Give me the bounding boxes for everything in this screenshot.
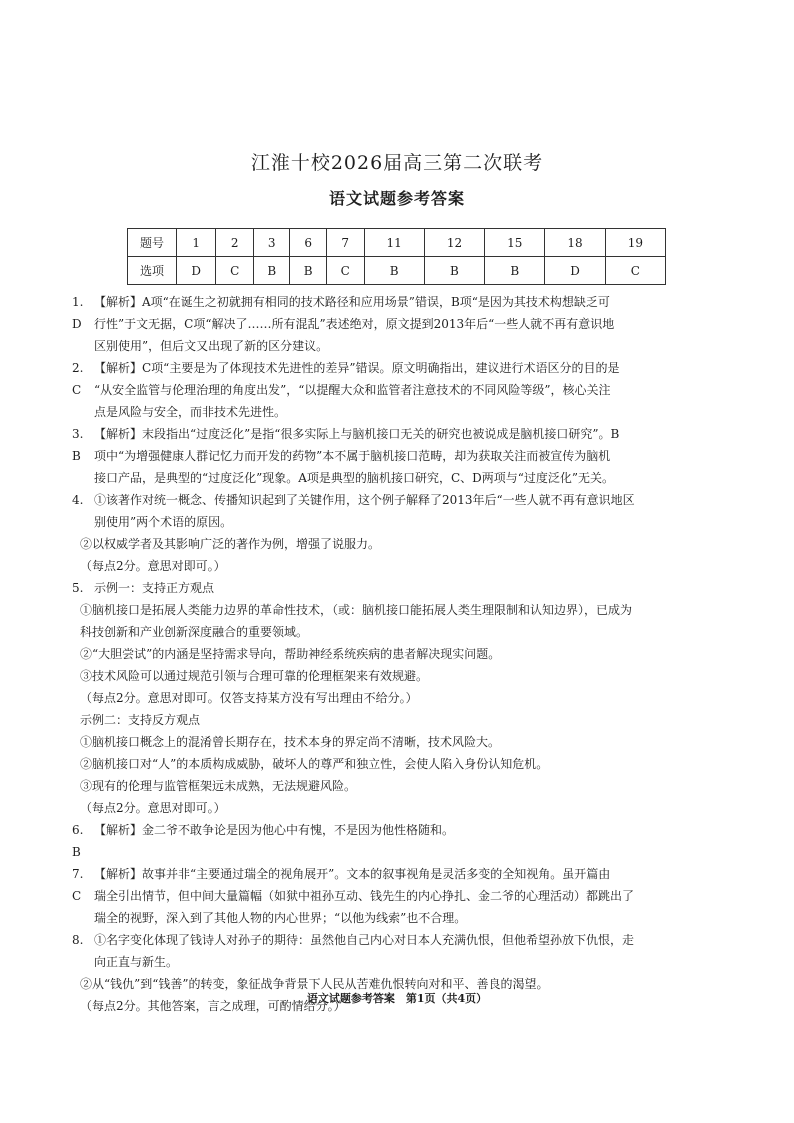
- item-number: 7. C: [72, 867, 84, 903]
- answer-option: B: [290, 257, 326, 285]
- question-number: 1: [177, 229, 216, 257]
- item-line: “从安全监管与伦理治理的角度出发”，“以提醒大众和监管者注意技术的不同风险等级”，核心关注: [94, 383, 611, 397]
- answer-table-number-row: [128, 229, 666, 257]
- item-line: 区别使用”，但后文又出现了新的区分建议。: [94, 339, 329, 353]
- item-subline: ②以权威学者及其影响广泛的著作为例，增强了说服力。: [80, 537, 381, 551]
- answer-option: B: [424, 257, 484, 285]
- document-subtitle: 语文试题参考答案: [328, 189, 465, 208]
- answer-option: B: [364, 257, 424, 285]
- answer-option: D: [177, 257, 216, 285]
- answer-option: B: [485, 257, 545, 285]
- question-number: 12: [424, 229, 484, 257]
- item-subline: （每点2分。意思对即可。）: [80, 801, 226, 815]
- answer-table-option-row: [128, 257, 666, 285]
- item-line: ①该著作对统一概念、传播知识起到了关键作用，这个例子解释了2013年后“一些人就不再有意识地区: [94, 493, 635, 507]
- question-number: 7: [326, 229, 364, 257]
- answer-item-1: [72, 291, 724, 357]
- item-body: [94, 291, 724, 357]
- item-subline: ②脑机接口对“人”的本质构成威胁，破坏人的尊严和独立性，会使人陷入身份认知危机。: [80, 757, 549, 771]
- item-number: 2. C: [72, 361, 84, 397]
- item-line: ①名字变化体现了钱诗人对孙子的期待：虽然他自己内心对日本人充满仇恨，但他希望孙放下仇恨，走: [94, 933, 635, 947]
- item-number: 4.: [72, 493, 84, 507]
- answer-option: C: [605, 257, 665, 285]
- answer-item-7: [72, 863, 724, 929]
- item-line: 示例一：支持正方观点: [94, 581, 215, 595]
- answer-option: D: [545, 257, 605, 285]
- question-number: 2: [216, 229, 254, 257]
- item-line: 别使用”两个术语的原因。: [94, 515, 233, 529]
- item-subline: ①脑机接口概念上的混淆曾长期存在，技术本身的界定尚不清晰，技术风险大。: [80, 735, 501, 749]
- item-subline: （每点2分。意思对即可。仅答支持某方没有写出理由不给分。）: [80, 691, 418, 705]
- item-line: 【解析】故事并非“主要通过瑞全的视角展开”。文本的叙事视角是灵活多变的全知视角。虽开篇由: [94, 867, 611, 881]
- item-subline: （每点2分。意思对即可。）: [80, 559, 226, 573]
- answer-item-3: [72, 423, 724, 489]
- answer-item-6: [72, 819, 724, 863]
- answer-item-4: [72, 489, 724, 533]
- answer-explanations: [72, 291, 724, 1017]
- item-line: 【解析】末段指出“过度泛化”是指“很多实际上与脑机接口无关的研究也被说成是脑机接口研究”。B: [94, 427, 620, 441]
- answer-option: C: [326, 257, 364, 285]
- answer-option: B: [254, 257, 290, 285]
- item-body: [94, 489, 724, 533]
- item-subline: ②“大胆尝试”的内涵是坚持需求导向，帮助神经系统疾病的患者解决现实问题。: [80, 647, 501, 661]
- item-line: 【解析】A项“在诞生之初就拥有相同的技术路径和应用场景”错误，B项“是因为其技术构想缺乏可: [94, 295, 610, 309]
- item-body: [94, 577, 724, 599]
- item-body: [94, 357, 724, 423]
- document-title: 江淮十校2026届高三第二次联考: [250, 152, 544, 174]
- answer-item-2: [72, 357, 724, 423]
- item-line: 瑞全的视野，深入到了其他人物的内心世界；“以他为线索”也不合理。: [94, 911, 467, 925]
- item-subline: ③技术风险可以通过规范引领与合理可靠的伦理框架来有效规避。: [80, 669, 429, 683]
- item-body: [94, 819, 724, 863]
- question-number: 3: [254, 229, 290, 257]
- item-body: [94, 929, 724, 973]
- answer-item-8: [72, 929, 724, 973]
- item-line: 【解析】金二爷不敢争论是因为他心中有愧，不是因为他性格随和。: [94, 823, 455, 837]
- item-number: 5.: [72, 581, 84, 595]
- item-subline: 科技创新和产业创新深度融合的重要领域。: [80, 625, 309, 639]
- question-number: 19: [605, 229, 665, 257]
- item-line: 瑞全引出情节，但中间大量篇幅（如狱中祖孙互动、钱先生的内心挣扎、金二爷的心理活动）都跳出了: [94, 889, 635, 903]
- answer-option: C: [216, 257, 254, 285]
- item-subline: ②从“钱仇”到“钱善”的转变，象征战争背景下人民从苦难仇恨转向对和平、善良的渴望。: [80, 977, 549, 991]
- item-line: 行性”于文无据，C项“解决了……所有混乱”表述绝对，原文提到2013年后“一些人就不再有意识地: [94, 317, 615, 331]
- item-line: 【解析】C项“主要是为了体现技术先进性的差异”错误。原文明确指出，建议进行术语区分的目的是: [94, 361, 620, 375]
- item-subline: ①脑机接口是拓展人类能力边界的革命性技术，（或：脑机接口能拓展人类生理限制和认知边界），已成为: [80, 603, 633, 617]
- item-subline: ③现有的伦理与监管框架远未成熟，无法规避风险。: [80, 779, 357, 793]
- answer-item-5: [72, 577, 724, 599]
- question-number: 15: [485, 229, 545, 257]
- item-subline: 示例二：支持反方观点: [80, 713, 201, 727]
- item-subline: （每点2分。其他答案，言之成理，可酌情给分。）: [80, 999, 346, 1013]
- question-number: 6: [290, 229, 326, 257]
- answer-table: [127, 228, 666, 285]
- question-number: 11: [364, 229, 424, 257]
- page-footer: 语文试题参考答案 第1页（共4页）: [306, 992, 488, 1005]
- item-number: 1. D: [72, 295, 84, 331]
- item-line: 项中“为增强健康人群记忆力而开发的药物”本不属于脑机接口范畴，却为获取关注而被宣传为脑机: [94, 449, 611, 463]
- item-body: [94, 423, 724, 489]
- item-number: 8.: [72, 933, 84, 947]
- row-label-option: 选项: [128, 257, 177, 285]
- item-body: [94, 863, 724, 929]
- item-number: 3. B: [72, 427, 84, 463]
- item-line: 接口产品，是典型的“过度泛化”现象。A项是典型的脑机接口研究，C、D两项与“过度泛化”无关。: [94, 471, 615, 485]
- item-line: 点是风险与安全，而非技术先进性。: [94, 405, 287, 419]
- item-line: 向正直与新生。: [94, 955, 179, 969]
- row-label-number: 题号: [128, 229, 177, 257]
- item-number: 6. B: [72, 823, 84, 859]
- question-number: 18: [545, 229, 605, 257]
